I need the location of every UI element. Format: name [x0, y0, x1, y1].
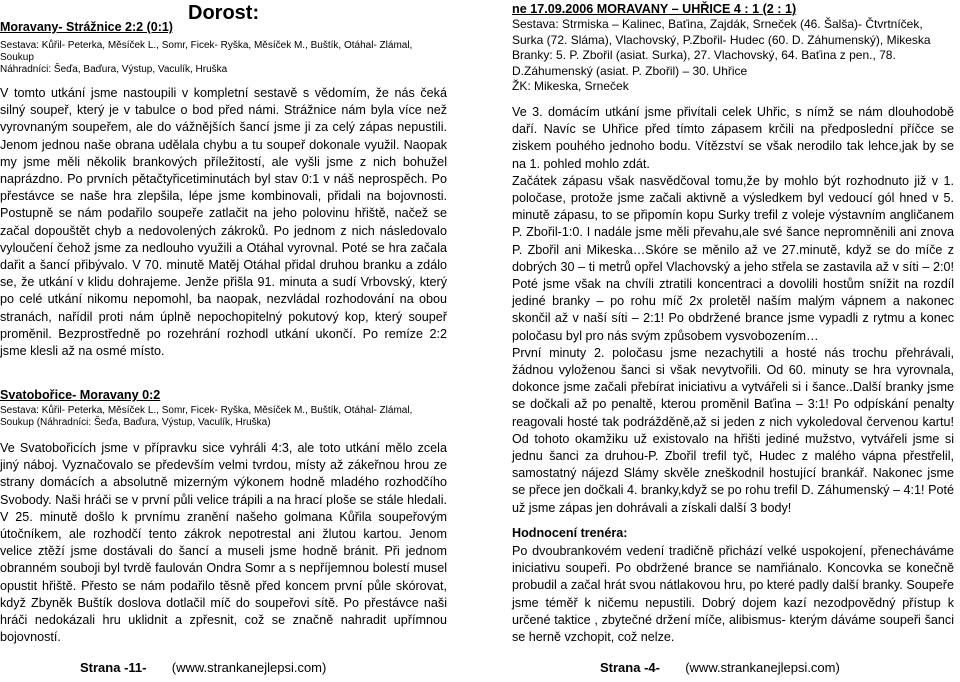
match1-subs: Náhradníci: Šeďa, Baďura, Výstup, Vaculík, Hruška	[0, 64, 228, 75]
match1-title: Moravany- Strážnice 2:2 (0:1)	[0, 20, 173, 34]
match3-cards: ŽK: Mikeska, Srneček	[512, 79, 629, 93]
right-footer-url: (www.strankanejlepsi.com)	[685, 660, 840, 675]
match2-lineup: Sestava: Kůřil- Peterka, Měsíček L., Somr, Ficek- Ryška, Měsíček M., Buštík, Otáhal- Zlámal, Soukup (Náhradníci: Šeďa, Baďura, Výstup, Vaculík, Hruška)	[0, 405, 413, 429]
section-title: Dorost:	[188, 2, 260, 24]
left-page	[0, 0, 447, 682]
match3-title: ne 17.09.2006 MORAVANY – UHŘICE 4 : 1 (2 : 1)	[512, 2, 797, 16]
match1-report: V tomto utkání jsme nastoupili v kompletní sestavě s vědomím, že nás čeká silný soupeř, který je v tabulce o bod před námi. Strážnice nám byla více než vyrovnaným soupeřem, ale do vážnějších šancí jsme ji za celý zápas nepustili. Jenom jednou naše obrana udělala chybu a tu soupeř dokonale využil. Naopak my jsme měli několik brankových příležitostí, ale vyšli jsme z nich bohužel naprázdno. Po prvních pětačtyřicetiminutách byl stav 0:1 v náš neprospěch. Po přestávce se naše hra zlepšila, lépe jsme kombinovali, přidali na bojovnosti. Postupně se nám podařilo soupeře zatlačit na jeho polovinu hřiště, načež se začal dopouštět chyb a nedovolených zákroků. Po jednom z nich následovalo vyloučení čehož jsme za nedlouho využili a Otáhal vyrovnal. Poté se hra začala dařit a šancí přibývalo. V 70. minutě Matěj Otáhal přidal druhou branku a zdálo se, že utkání v klidu dohrajeme. Jenže přišla 91. minuta a sudí Vrbovský, který po celé utkání nikomu nepomohl, ba naopak, nezvládal rozhodování na obou stranách, nařídil proti nám úplně nepochopitelný pokutový kop, který soupeř proměnil. Bezprostředně po rozehrání rozhodl utkání ukončí. Po remíze 2:2 jsme klesli až na osmé místo.	[0, 86, 447, 359]
match3-report: Ve 3. domácím utkání jsme přivítali celek Uhřic, s nímž se nám dlouhodobě daří. Navíc se Uhřice před tímto zápasem krčili na předposlední příčce se ziskem pouhého jednoho bodu. Vítězství se však nerodilo tak lehce,jak by se na 1. pohled mohlo zdát. Začátek zápasu však nasvědčoval tomu,že by mohlo být rozhodnuto již v 1. poločase, protože jsme začali aktivně a výsledkem byl vedoucí gól hned v 5. minutě zápasu, to se připomín kopu Surky trefil z voleje výstavním angličanem P. Zbořil-1:0. I nadále jsme měli převahu,ale své šance nepromněnili ani znova P. Zbořil ani Mikeska…Skóre se měnilo až ve 27.minutě, když se do míče z dobrých 30 – ti metrů opřel Vlachovský a jeho střela se zastavila až v síti – 2:0! Poté jsme však na chvíli ztratili koncentraci a dovolili hostům snížit na rozdíl jediné branky – po rohu míč 2x proletěl naším malým vápnem a nakonec skončil až v naší síti – 2:1! Po obdržené brance jsme vypadli z rytmu a konec poločasu byl pro nás svým způsobem vysvobozením… První minuty 2. poločasu jsme nezachytili a hosté nás trochu přehrávali, žádnou vyloženou šanci si však nevytvořili. Od 60. minuty se hra vyrovnala, dokonce jsme začali přebírat iniciativu a vytvářeli si i šance..Další branky jsme se dočkali až po penaltě, kterou proměnil Baťina – 3:1! Po odpískání penalty reagovali hosté tak podrážděně,až si jeden z nich vykoledoval červenou kartu! Od tohoto okamžiku už existovalo na hřišti jediné mužstvo, vytvářeli jsme si jednu šanci za druhou-P. Zbořil trefil tyč, Hudec z malého vápna přestřelil, samostatný nájezd Slámy skvěle zneškodnil hostující brankář. Nakonec jsme se přece jen dočkali 4. branky,když se po rohu trefil D. Záhumenský – 4:1! Poté už jsme zápas jen dohrávali a získali další 3 body!	[512, 105, 954, 515]
match3-lineup: Sestava: Strmiska – Kalinec, Baťina, Zajdák, Srneček (46. Šalša)- Čtvrtníček, Surka (72. Slámа), Vlachovský, P.Zbořil- Hudec (60. D. Záhumenský), Mikeska	[512, 17, 931, 47]
match3-scorers: Branky: 5. P. Zbořil (asiat. Surka), 27. Vlachovský, 64. Baťina z pen., 78. D.Záhumenský (asiat. P. Zbořil) – 30. Uhřice	[512, 48, 896, 78]
left-footer-url: (www.strankanejlepsi.com)	[171, 660, 327, 675]
match2-title: Svatobořice- Moravany 0:2	[0, 388, 161, 402]
coach-title: Hodnocení trenéra:	[512, 526, 628, 540]
right-page	[512, 0, 954, 682]
coach-text: Po dvoubrankovém vedení tradičně přichází velké uspokojení, přenecháváme iniciativu soupeři. Po obdržené brance se namřiánalo. Koncovka se konečně probudil a začal hrát svou nátlakovou hru, po které padly další branky. Soupeře jsme téměř k ničemu nepustili. Dobrý dojem kazí nezodpovědný přístup k určené taktice , zbytečné držení míče, alibismus- kterým dáváme soupeři šanci se herně vzchopit, což nelze.	[512, 544, 954, 645]
match3-info	[512, 17, 954, 95]
match2-report: Ve Svatobořicích jsme v přípravku sice vyhráli 4:3, ale toto utkání mělo zcela jiný náboj. Vyznačovalo se především velmi tvrdou, místy až zákeřnou hrou ze strany domácích a absolutně mizerným výkonem hodně mladého rozhodčího Svobody. Naši hráči se v první půli velice trápili a na hrací ploše se stále hledali. V 25. minutě došlo k prvnímu zranění našeho golmana Kůřila soupeřovým útočníkem, ale rozhodčí tento zákrok nepotrestal ani žlutou kartou. Jenom velice ztěží jsme dostávali do šancí a museli jsme hodně bránit. Při jednom obranném souboji byl tvrdě faulován Ondra Somr a s nepříjemnou bolestí musel opustit hřiště. Přesto se nám podařilo těsně před koncem první půle skórovat, když Zbyněk Buštík doslova dotlačil míč do soupeřovi sítě. Po přestávce naši hráči nedokázali hru uklidnit a zpřesnit, což se značně nahradit upřímnou bojovností.	[0, 441, 447, 645]
left-page-number: Strana -11-	[80, 660, 147, 675]
right-page-number: Strana -4-	[600, 660, 660, 675]
right-footer	[600, 660, 840, 675]
left-footer	[80, 660, 326, 675]
match1-lineup: Sestava: Kůřil- Peterka, Měsíček L., Somr, Ficek- Ryška, Měsíček M., Buštík, Otáhal- Zlámal, Soukup	[0, 40, 413, 64]
